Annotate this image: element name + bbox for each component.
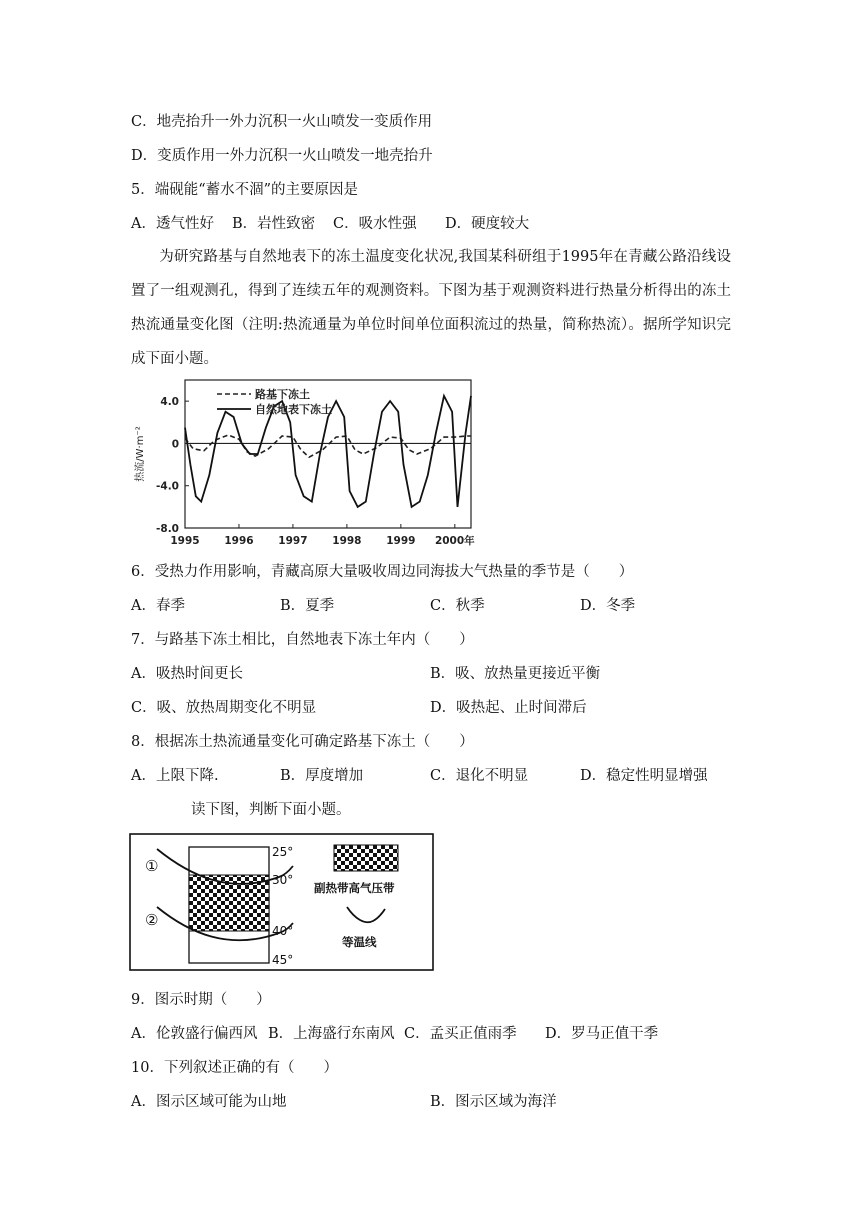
- q5-option-d: D．硬度较大: [445, 216, 530, 232]
- q7-option-b: B．吸、放热量更接近平衡: [430, 666, 601, 682]
- x-tick-label: 1995: [170, 535, 200, 547]
- question-7: 7．与路基下冻土相比，自然地表下冻土年内（ ）: [131, 632, 474, 648]
- q5-option-a: A．透气性好: [131, 216, 214, 232]
- q9-option-a: A．伦敦盛行偏西风: [131, 1026, 258, 1042]
- legend-isotherm-sample: [347, 907, 385, 922]
- y-tick-label: 4.0: [160, 396, 179, 409]
- q10-option-b: B．图示区域为海洋: [430, 1094, 557, 1110]
- question-8: 8．根据冻土热流通量变化可确定路基下冻土（ ）: [131, 734, 474, 750]
- q8-option-a: A．上限下降.: [131, 768, 219, 784]
- q8-option-b: B．厚度增加: [280, 768, 364, 784]
- legend-isotherm-label: 等温线: [342, 935, 377, 949]
- legend-natural: 自然地表下冻土: [255, 403, 332, 416]
- legend-high-label: 副热带高气压带: [314, 881, 395, 895]
- y-axis-label: 热流/W·m⁻²: [135, 426, 146, 482]
- q8-option-c: C．退化不明显: [430, 768, 529, 784]
- q9-option-c: C．孟买正值雨季: [404, 1026, 517, 1042]
- latitude-25: 25°: [272, 845, 294, 859]
- q7-option-a: A．吸热时间更长: [131, 666, 243, 682]
- q6-option-d: D．冬季: [580, 598, 636, 614]
- x-tick-label: 1999: [386, 535, 416, 547]
- q6-option-b: B．夏季: [280, 598, 335, 614]
- y-tick-label: 0: [171, 438, 179, 451]
- x-tick-label: 1998: [332, 535, 362, 547]
- option-d-line: D．变质作用一外力沉积一火山喷发一地壳抬升: [131, 148, 433, 164]
- y-tick-label: -4.0: [156, 480, 179, 493]
- latitude-40: 40°: [272, 924, 294, 938]
- latitude-30: 30°: [272, 873, 294, 887]
- q8-option-d: D．稳定性明显增强: [580, 768, 708, 784]
- latitude-45: 45°: [272, 953, 294, 967]
- legend-high-swatch: [334, 845, 398, 871]
- q10-option-a: A．图示区域可能为山地: [131, 1094, 287, 1110]
- passage-read-figure: 读下图，判断下面小题。: [191, 802, 351, 818]
- question-9: 9．图示时期（ ）: [131, 992, 271, 1008]
- option-c-line: C．地壳抬升一外力沉积一火山喷发一变质作用: [131, 114, 433, 130]
- passage-permafrost: 为研究路基与自然地表下的冻土温度变化状况,我国某科研组于1995年在青藏公路沿线设置了一组观测孔，得到了连续五年的观测资料。下图为基于观测资料进行热量分析得出的冻土热流通量变化图（注明:热流通量为单位时间单位面积流过的热量，简称热流）。据所学知识完成下面小题。: [131, 249, 731, 367]
- q5-option-c: C．吸水性强: [333, 216, 417, 232]
- legend-subgrade: 路基下冻土: [255, 388, 310, 401]
- q9-option-b: B．上海盛行东南风: [268, 1026, 395, 1042]
- q6-option-a: A．春季: [131, 598, 185, 614]
- x-tick-label: 1997: [278, 535, 308, 547]
- heat-flux-chart: [125, 374, 495, 554]
- y-tick-label: -8.0: [156, 523, 179, 535]
- q7-option-d: D．吸热起、止时间滞后: [430, 700, 587, 716]
- q5-option-b: B．岩性致密: [232, 216, 316, 232]
- q6-option-c: C．秋季: [430, 598, 485, 614]
- question-10: 10．下列叙述正确的有（ ）: [131, 1060, 338, 1076]
- x-tick-label: 1996: [224, 535, 254, 547]
- question-5: 5．端砚能“蓄水不涸”的主要原因是: [131, 182, 359, 198]
- question-6: 6．受热力作用影响，青藏高原大量吸收周边同海拔大气热量的季节是（ ）: [131, 564, 634, 580]
- marker-1: ①: [145, 857, 159, 875]
- pressure-belt-figure: [129, 833, 435, 973]
- x-tick-label: 2000年: [434, 535, 475, 547]
- marker-2: ②: [145, 911, 159, 929]
- q9-option-d: D．罗马正值干季: [545, 1026, 659, 1042]
- q7-option-c: C．吸、放热周期变化不明显: [131, 700, 317, 716]
- series-subgrade: [185, 435, 471, 457]
